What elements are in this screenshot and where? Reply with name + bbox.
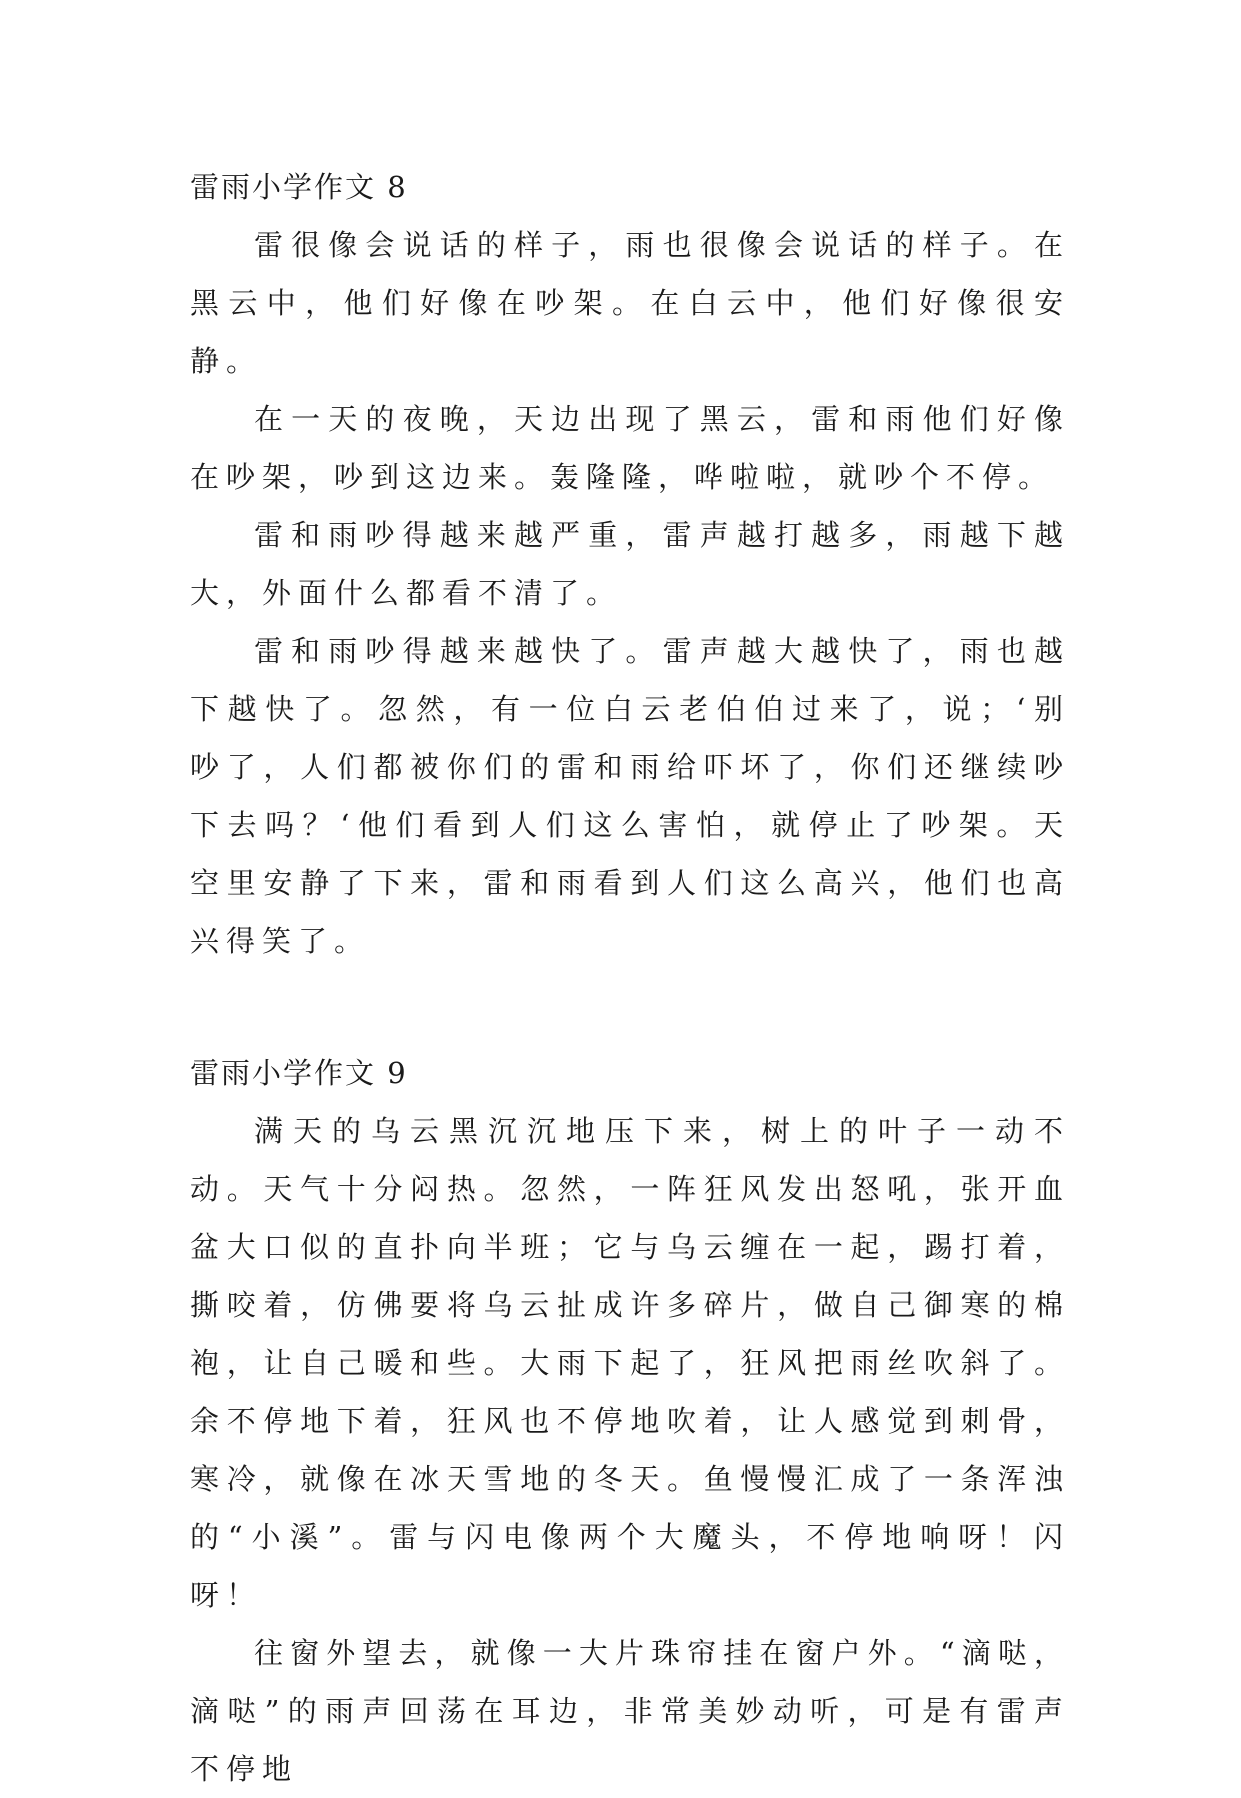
essay-section-8 [190, 158, 1070, 970]
paragraph: 往窗外望去，就像一大片珠帘挂在窗户外。“滴哒，滴哒”的雨声回荡在耳边，非常美妙动听，可是有雷声不停地 [190, 1636, 1070, 1786]
paragraph: 在一天的夜晚，天边出现了黑云，雷和雨他们好像在吵架，吵到这边来。轰隆隆，哗啦啦，就吵个不停。 [190, 402, 1070, 494]
paragraph: 雷和雨吵得越来越严重，雷声越打越多，雨越下越大，外面什么都看不清了。 [190, 518, 1070, 610]
paragraph: 雷很像会说话的样子，雨也很像会说话的样子。在黑云中，他们好像在吵架。在白云中，他们好像很安静。 [190, 228, 1070, 378]
document-body [190, 158, 1070, 1798]
section-spacer [190, 970, 1070, 1044]
paragraph: 满天的乌云黑沉沉地压下来，树上的叶子一动不动。天气十分闷热。忽然，一阵狂风发出怒吼，张开血盆大口似的直扑向半班；它与乌云缠在一起，踢打着，撕咬着，仿佛要将乌云扯成许多碎片，做自己御寒的棉袍，让自己暖和些。大雨下起了，狂风把雨丝吹斜了。余不停地下着，狂风也不停地吹着，让人感觉到刺骨，寒冷，就像在冰天雪地的冬天。鱼慢慢汇成了一条浑浊的“小溪”。雷与闪电像两个大魔头，不停地响呀！闪呀！ [190, 1114, 1070, 1612]
paragraph: 雷和雨吵得越来越快了。雷声越大越快了，雨也越下越快了。忽然，有一位白云老伯伯过来了，说；‘别吵了，人们都被你们的雷和雨给吓坏了，你们还继续吵下去吗？‘他们看到人们这么害怕，就停止了吵架。天空里安静了下来，雷和雨看到人们这么高兴，他们也高兴得笑了。 [190, 634, 1070, 958]
essay-section-9 [190, 1044, 1070, 1798]
section-title: 雷雨小学作文 9 [190, 1056, 408, 1090]
section-title: 雷雨小学作文 8 [190, 170, 408, 204]
